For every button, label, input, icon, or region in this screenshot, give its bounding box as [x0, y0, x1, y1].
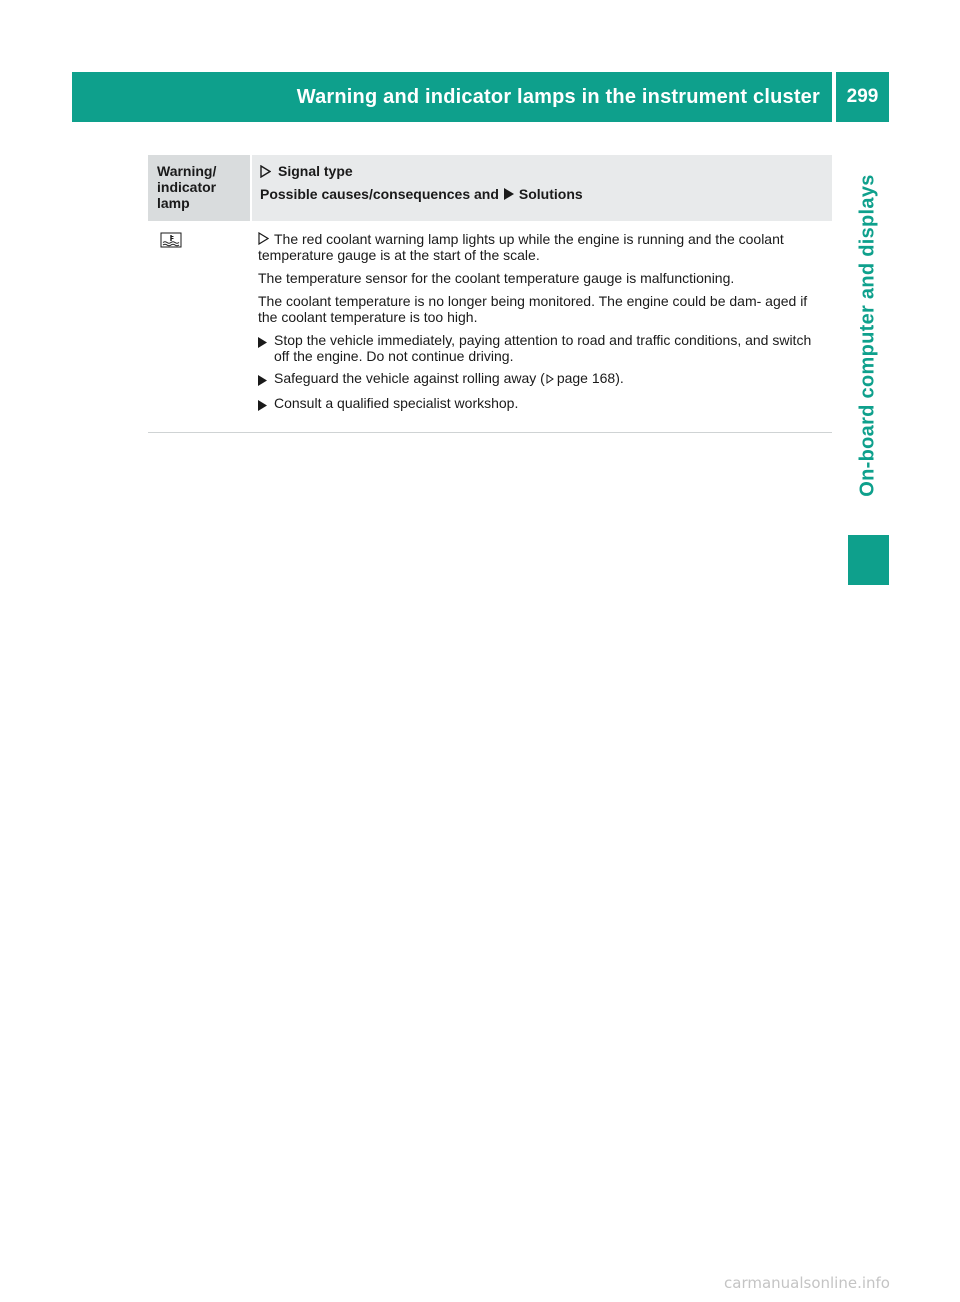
action-text-1: Stop the vehicle immediately, paying attention to road and traffic conditions, and switch off the engine. Do not continue driving.	[274, 332, 812, 364]
side-chapter-label: On-board computer and displays	[856, 173, 879, 497]
signal-icon	[260, 165, 271, 178]
table-row	[148, 221, 832, 433]
warning-lamp-table	[148, 155, 832, 433]
action-item	[258, 370, 826, 389]
action-arrow-icon	[258, 370, 274, 389]
header-solutions-label: Solutions	[518, 186, 583, 202]
action-arrow-icon	[258, 332, 274, 364]
cause-text-1: The temperature sensor for the coolant temperature gauge is malfunctioning.	[258, 270, 735, 286]
header-info-column	[252, 155, 832, 221]
lamp-cell	[148, 231, 252, 420]
info-cell	[252, 231, 832, 420]
coolant-temperature-icon	[160, 232, 182, 248]
page-reference-icon	[546, 374, 554, 384]
action-text-2-before: Safeguard the vehicle against rolling away (	[274, 370, 545, 386]
signal-text: The red coolant warning lamp lights up while the engine is running and the coolant temperature gauge is at the start of the scale.	[258, 231, 784, 263]
cause-text-2: The coolant temperature is no longer being monitored. The engine could be dam- aged if the coolant temperature is too high.	[258, 293, 808, 325]
header-lamp-label: Warning/ indicator lamp	[157, 163, 217, 211]
action-item	[258, 395, 826, 414]
action-arrow-icon	[504, 188, 514, 200]
action-arrow-icon	[258, 395, 274, 414]
page-reference-link[interactable]: page 168).	[556, 370, 624, 386]
action-item	[258, 332, 826, 364]
signal-description	[258, 231, 826, 263]
table-header	[148, 155, 832, 221]
section-title: Warning and indicator lamps in the instrument cluster	[296, 85, 820, 108]
section-header	[72, 72, 832, 122]
header-signal-type: Signal type	[278, 163, 353, 179]
action-text-3: Consult a qualified specialist workshop.	[274, 395, 519, 411]
header-causes-label: Possible causes/consequences and	[260, 186, 499, 202]
signal-icon	[258, 232, 269, 245]
side-chapter-tab	[848, 140, 888, 530]
side-chapter-marker	[848, 535, 889, 585]
header-lamp-column	[148, 155, 250, 221]
page-number	[836, 72, 889, 122]
page-number-text: 299	[846, 86, 879, 107]
watermark: carmanualsonline.info	[724, 1274, 890, 1292]
action-text-2	[274, 370, 624, 389]
